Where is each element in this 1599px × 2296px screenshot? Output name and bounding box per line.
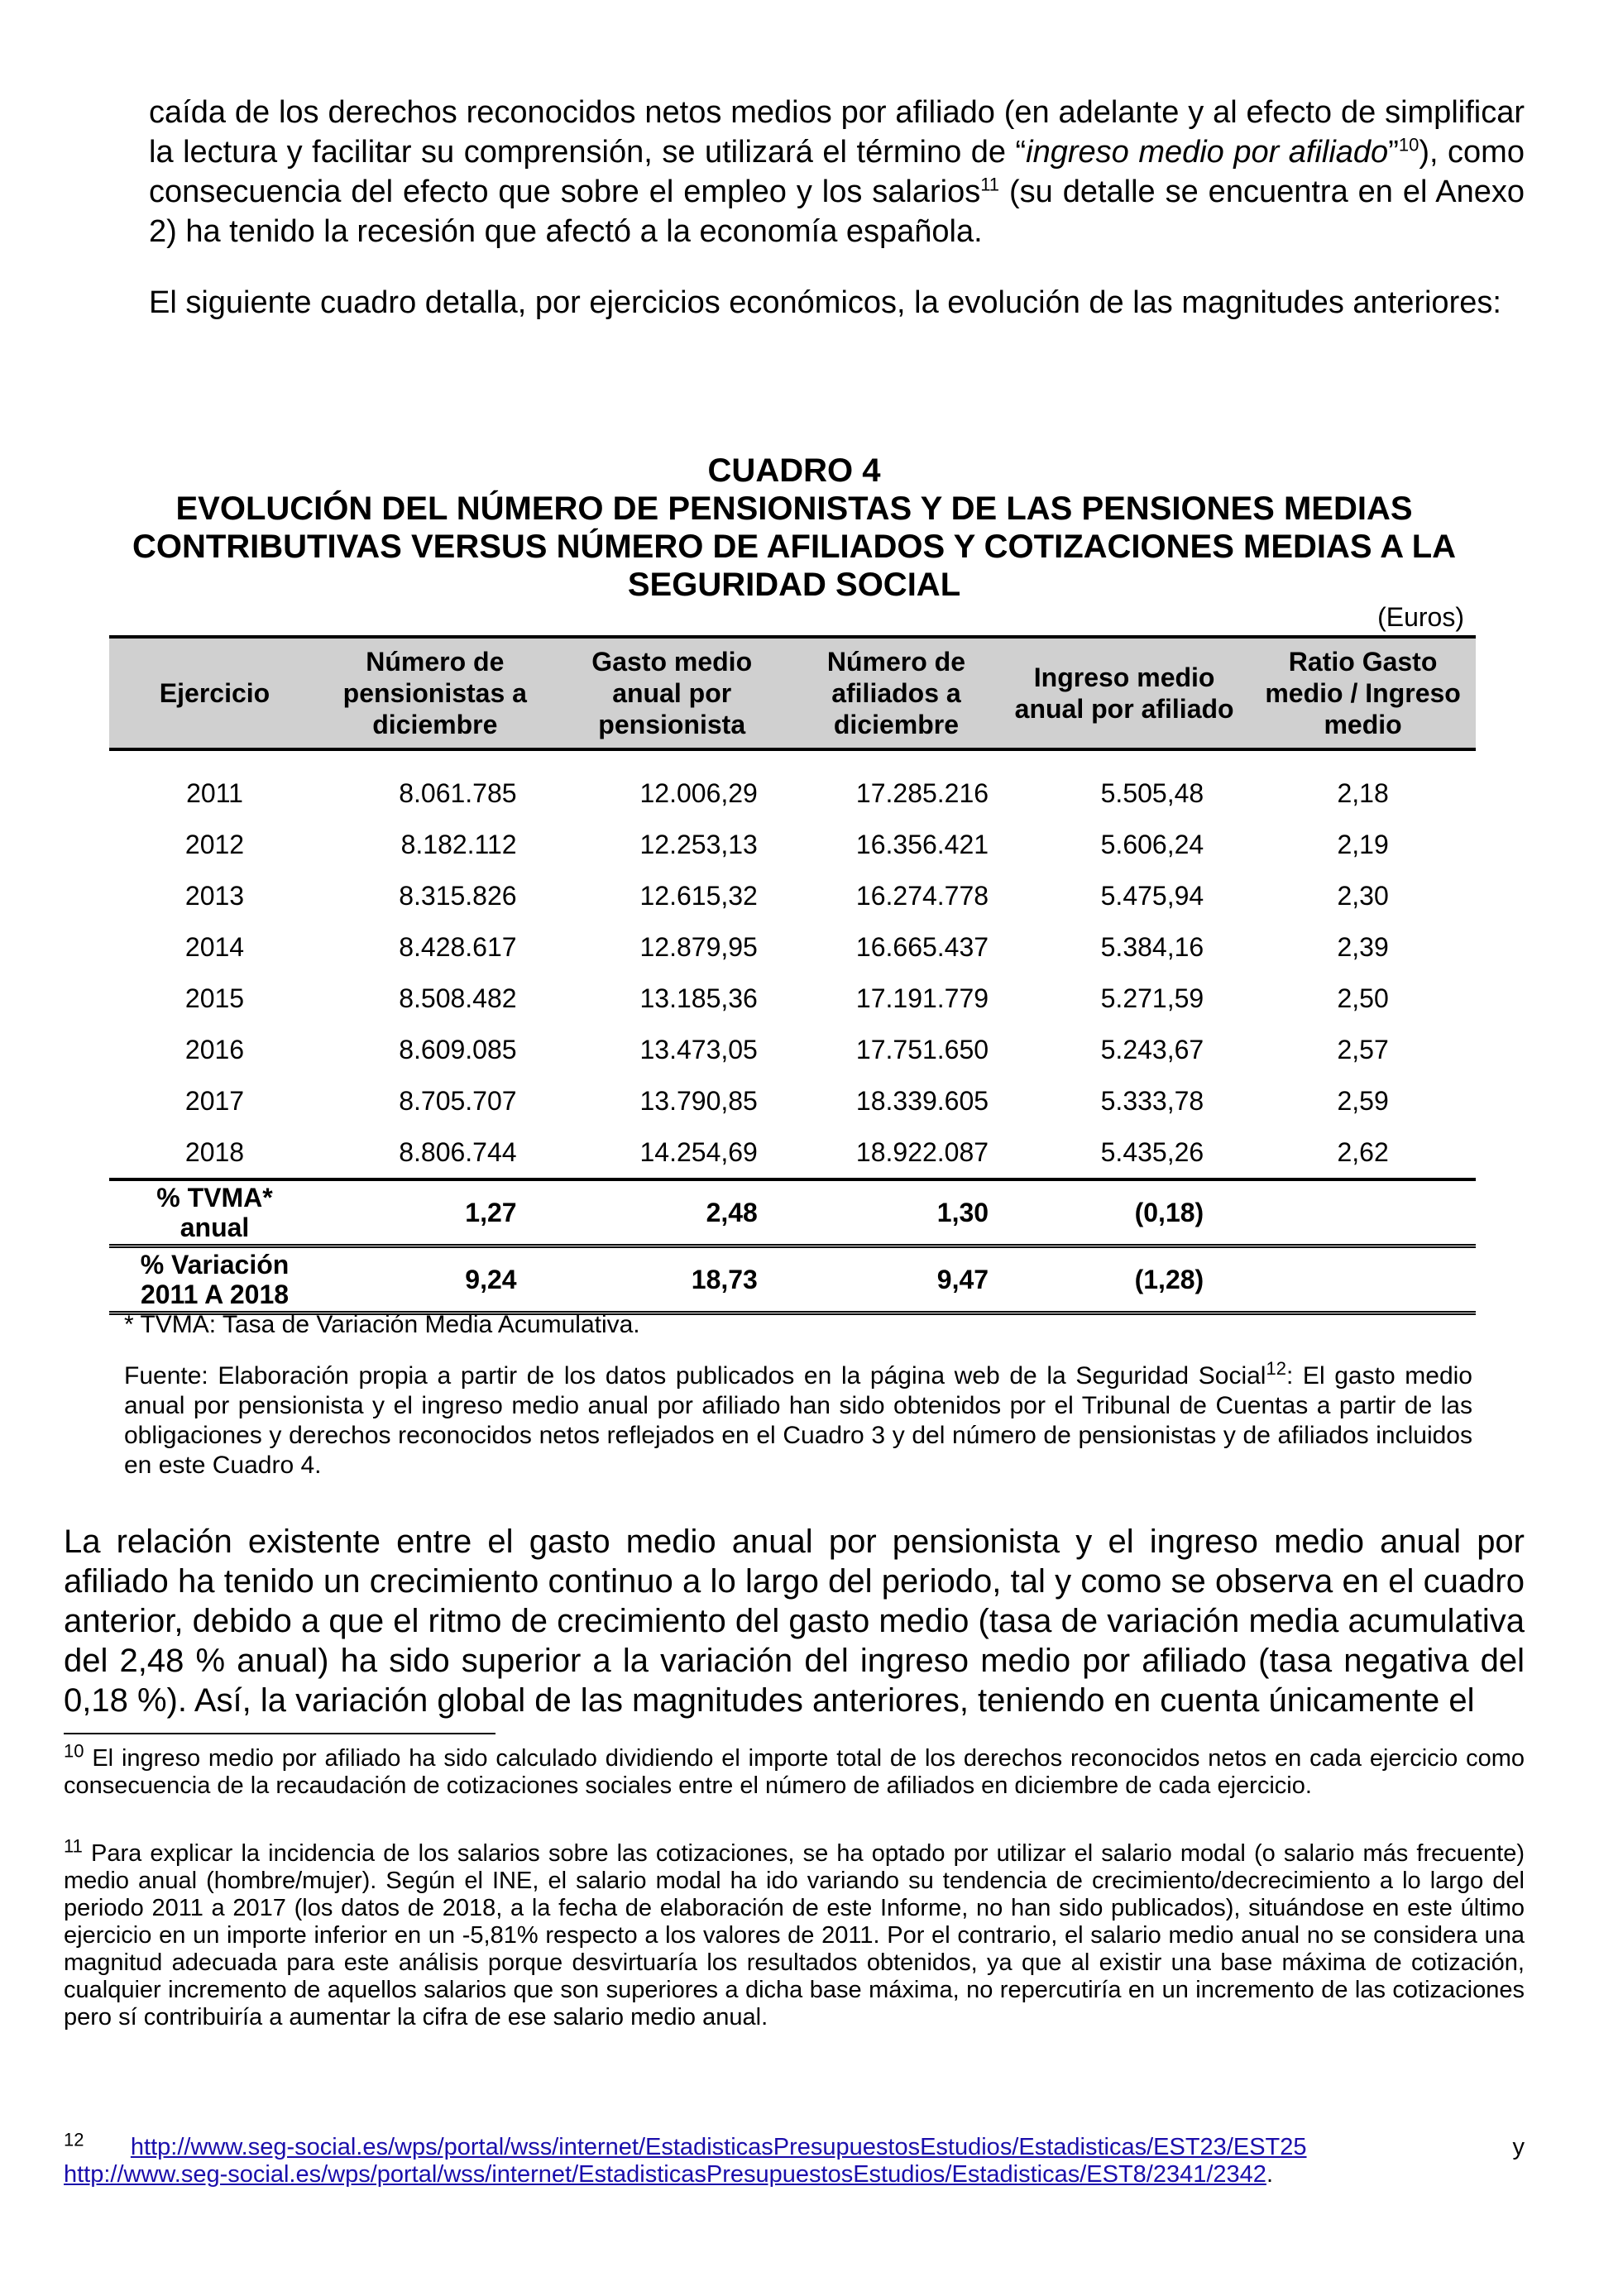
variacion-label-line2: 2011 A 2018 bbox=[140, 1280, 290, 1309]
cell-ingreso: 5.505,48 bbox=[1100, 777, 1204, 808]
cell-gasto: 12.253,13 bbox=[639, 829, 758, 859]
cell-afiliados: 16.665.437 bbox=[855, 931, 989, 962]
intro-italic-term: ingreso medio por afiliado bbox=[1026, 135, 1389, 170]
cell-ingreso: 5.243,67 bbox=[1100, 1034, 1204, 1064]
cuadro-title-line3: SEGURIDAD SOCIAL bbox=[627, 567, 961, 603]
cell-ingreso: 5.384,16 bbox=[1100, 931, 1204, 962]
cuadro-title-line2: CONTRIBUTIVAS VERSUS NÚMERO DE AFILIADOS Y COTIZACIONES MEDIAS A LA bbox=[132, 529, 1457, 565]
cell-year: 2015 bbox=[184, 983, 245, 1013]
cell-ratio: 2,18 bbox=[1337, 777, 1389, 808]
cell-year: 2017 bbox=[184, 1085, 245, 1116]
cell-year: 2011 bbox=[186, 777, 243, 808]
cell-pensionistas: 8.428.617 bbox=[399, 931, 517, 962]
intro-text-c: ), como consecuencia del efecto que sobre el empleo y los salarios bbox=[149, 135, 1525, 209]
tvma-ratio-empty bbox=[1250, 1179, 1476, 1246]
cell-ingreso: 5.435,26 bbox=[998, 1126, 1250, 1179]
cell-ratio: 2,19 bbox=[1337, 829, 1389, 859]
cuadro-number: CUADRO 4 bbox=[707, 452, 881, 489]
cell-pensionistas: 8.609.085 bbox=[399, 1034, 517, 1064]
cell-pensionistas: 8.508.482 bbox=[399, 983, 517, 1013]
cell-ingreso: 5.333,78 bbox=[1100, 1085, 1204, 1116]
tvma-afil: 1,30 bbox=[794, 1179, 998, 1246]
header-gasto: Gasto medio anual por pensionista bbox=[550, 637, 794, 749]
intro-paragraph-2: El siguiente cuadro detalla, por ejercicios económicos, la evolución de las magnitudes anteriores: bbox=[149, 285, 1501, 320]
table-row bbox=[109, 1126, 1476, 1179]
cell-afiliados: 18.922.087 bbox=[794, 1126, 998, 1179]
footnote-10-number: 10 bbox=[64, 1740, 84, 1762]
footnote-ref-10[interactable]: 10 bbox=[1398, 134, 1419, 155]
body-paragraph: La relación existente entre el gasto medio anual por pensionista y el ingreso medio anual por afiliado ha tenido un crecimiento continuo a lo largo del periodo, tal y como se observa en el cuadro anterior, debido a que el ritmo de crecimiento del gasto medio (tasa de variación media acumulativa del 2,48 % anual) ha sido superior a la variación del ingreso medio por afiliado (tasa negativa del 0,18 %). Así, la variación global de las magnitudes anteriores, teniendo en cuenta únicamente el bbox=[64, 1523, 1525, 1719]
tvma-row bbox=[109, 1179, 1476, 1246]
cell-gasto: 13.473,05 bbox=[639, 1034, 758, 1064]
variacion-afil: 9,47 bbox=[794, 1246, 998, 1313]
cell-ratio: 2,50 bbox=[1337, 983, 1389, 1013]
table-row bbox=[109, 1024, 1476, 1075]
cell-gasto: 14.254,69 bbox=[550, 1126, 794, 1179]
cell-pensionistas: 8.061.785 bbox=[399, 777, 517, 808]
cell-ingreso: 5.271,59 bbox=[1100, 983, 1204, 1013]
header-ingreso: Ingreso medio anual por afiliado bbox=[998, 637, 1250, 749]
cell-gasto: 12.006,29 bbox=[639, 777, 758, 808]
cell-pensionistas: 8.315.826 bbox=[399, 880, 517, 911]
cell-ratio: 2,30 bbox=[1337, 880, 1389, 911]
variacion-label bbox=[109, 1246, 320, 1313]
cell-year: 2012 bbox=[184, 829, 245, 859]
cell-afiliados: 17.191.779 bbox=[855, 983, 989, 1013]
variacion-ratio-empty bbox=[1250, 1246, 1476, 1313]
footnote-12-row2 bbox=[64, 2161, 1525, 2188]
source-note bbox=[124, 1358, 1472, 1480]
cell-year: 2018 bbox=[109, 1126, 320, 1179]
intro-text-a: caída de los derechos reconocidos netos medios por afiliado (en adelante y al efecto de simplificar la lectura y facilitar su comprensión, se utilizará el término de “ bbox=[149, 95, 1525, 170]
cell-gasto: 13.185,36 bbox=[639, 983, 758, 1013]
cell-gasto: 12.879,95 bbox=[639, 931, 758, 962]
units-label: (Euros) bbox=[1377, 602, 1464, 632]
cell-gasto: 12.615,32 bbox=[639, 880, 758, 911]
footnote-11-text: Para explicar la incidencia de los salarios sobre las cotizaciones, se ha optado por utilizar el salario modal (o salario más frecuente) medio anual (hombre/mujer). Según el INE, el salario modal ha ido variando su tendencia de crecimiento/decrecimiento a lo largo del periodo 2011 a 2017 (los datos de 2018, a la fecha de elaboración de este Informe, no han sido publicados), situándose en este último ejercicio en un importe inferior en un -5,81% respecto a los valores de 2011. Por el contrario, el salario medio anual no se considera una magnitud adecuada para este análisis porque desvirtuaría los resultados obtenidos, ya que al existir una base máxima de cotización, cualquier incremento de aquellos salarios que son superiores a dicha base máxima, no repercutiría en un incremento de las cotizaciones pero sí contribuiría a aumentar la cifra de ese salario medio anual. bbox=[64, 1840, 1525, 2031]
footnote-ref-11[interactable]: 11 bbox=[980, 174, 1000, 195]
cell-afiliados: 16.274.778 bbox=[855, 880, 989, 911]
cell-pensionistas: 8.182.112 bbox=[400, 829, 517, 859]
cell-afiliados: 18.339.605 bbox=[855, 1085, 989, 1116]
cell-ratio: 2,39 bbox=[1337, 931, 1389, 962]
cell-ratio: 2,57 bbox=[1337, 1034, 1389, 1064]
cell-year: 2014 bbox=[184, 931, 245, 962]
variacion-label-line1: % Variación bbox=[140, 1250, 290, 1280]
cell-year: 2013 bbox=[184, 880, 245, 911]
header-afiliados: Número de afiliados a diciembre bbox=[794, 637, 998, 749]
footnote-10-text: El ingreso medio por afiliado ha sido calculado dividiendo el importe total de los derechos reconocidos netos en cada ejercicio como consecuencia de la recaudación de cotizaciones sociales entre el número de afiliados en diciembre de cada ejercicio. bbox=[64, 1745, 1525, 1799]
table-row bbox=[109, 973, 1476, 1024]
tvma-gasto: 2,48 bbox=[550, 1179, 794, 1246]
variacion-gasto: 18,73 bbox=[550, 1246, 794, 1313]
table-row bbox=[109, 1075, 1476, 1126]
footnote-11-number: 11 bbox=[64, 1835, 83, 1857]
intro-text-d: (su detalle se encuentra en el Anexo 2) ha tenido la recesión que afectó a la economía española. bbox=[149, 175, 1525, 249]
header-ejercicio: Ejercicio bbox=[109, 637, 320, 749]
table-row bbox=[109, 870, 1476, 921]
table-row bbox=[109, 819, 1476, 870]
variacion-ingreso: (1,28) bbox=[998, 1246, 1250, 1313]
table-row bbox=[109, 921, 1476, 973]
intro-paragraph bbox=[149, 93, 1525, 251]
header-pensionistas: Número de pensionistas a diciembre bbox=[320, 637, 550, 749]
footnote-ref-12[interactable]: 12 bbox=[1266, 1358, 1286, 1379]
cuadro-title-line1: EVOLUCIÓN DEL NÚMERO DE PENSIONISTAS Y DE LAS PENSIONES MEDIAS bbox=[175, 490, 1413, 527]
cell-afiliados: 17.285.216 bbox=[855, 777, 989, 808]
source-text-b: : El gasto medio anual por pensionista y el ingreso medio anual por afiliado han sido obtenidos por el Tribunal de Cuentas a partir de las obligaciones y derechos reconocidos netos reflejados en el Cuadro 3 y del número de pensionistas y de afiliados incluidos en este Cuadro 4. bbox=[124, 1362, 1472, 1479]
cell-ingreso: 5.606,24 bbox=[1100, 829, 1204, 859]
table-row bbox=[109, 749, 1476, 819]
cell-pensionistas: 8.806.744 bbox=[320, 1126, 550, 1179]
footnote-12 bbox=[64, 2129, 1525, 2188]
table-body bbox=[109, 749, 1476, 1313]
tvma-ingreso: (0,18) bbox=[998, 1179, 1250, 1246]
tvma-note: * TVMA: Tasa de Variación Media Acumulativa. bbox=[124, 1311, 640, 1338]
cell-year: 2016 bbox=[184, 1034, 245, 1064]
cell-pensionistas: 8.705.707 bbox=[399, 1085, 517, 1116]
cell-ratio: 2,62 bbox=[1250, 1126, 1476, 1179]
cell-ingreso: 5.475,94 bbox=[1100, 880, 1204, 911]
footnote-12-link-1[interactable]: http://www.seg-social.es/wps/portal/wss/internet/EstadisticasPresupuestosEstudios/Estadisticas/EST23/EST25 bbox=[130, 2134, 1307, 2160]
header-ratio: Ratio Gasto medio / Ingreso medio bbox=[1250, 637, 1476, 749]
footnote-11 bbox=[64, 1835, 1525, 2031]
cell-afiliados: 17.751.650 bbox=[855, 1034, 989, 1064]
footnote-12-link-2[interactable]: http://www.seg-social.es/wps/portal/wss/internet/EstadisticasPresupuestosEstudios/Estadisticas/EST8/2341/2342 bbox=[64, 2161, 1266, 2188]
variacion-row bbox=[109, 1246, 1476, 1313]
cell-ratio: 2,59 bbox=[1337, 1085, 1389, 1116]
footnote-12-conjunction: y bbox=[1512, 2134, 1525, 2160]
table-header-row bbox=[109, 637, 1476, 749]
footnote-12-lead bbox=[64, 2129, 1307, 2161]
footnote-separator bbox=[64, 1733, 495, 1734]
footnote-12-number: 12 bbox=[64, 2129, 84, 2150]
footnote-12-row bbox=[64, 2129, 1525, 2161]
cell-gasto: 13.790,85 bbox=[639, 1085, 758, 1116]
footnote-12-end: . bbox=[1266, 2161, 1273, 2188]
tvma-label-line2: anual bbox=[180, 1213, 250, 1242]
tvma-label bbox=[109, 1179, 320, 1246]
intro-text-b: ” bbox=[1388, 135, 1399, 170]
tvma-label-line1: % TVMA* bbox=[156, 1183, 273, 1213]
footnote-10 bbox=[64, 1740, 1525, 1800]
cuadro-table bbox=[109, 635, 1476, 1315]
tvma-pens: 1,27 bbox=[320, 1179, 550, 1246]
source-text-a: Fuente: Elaboración propia a partir de los datos publicados en la página web de la Seguridad Social bbox=[124, 1362, 1266, 1390]
variacion-pens: 9,24 bbox=[320, 1246, 550, 1313]
cell-afiliados: 16.356.421 bbox=[855, 829, 989, 859]
